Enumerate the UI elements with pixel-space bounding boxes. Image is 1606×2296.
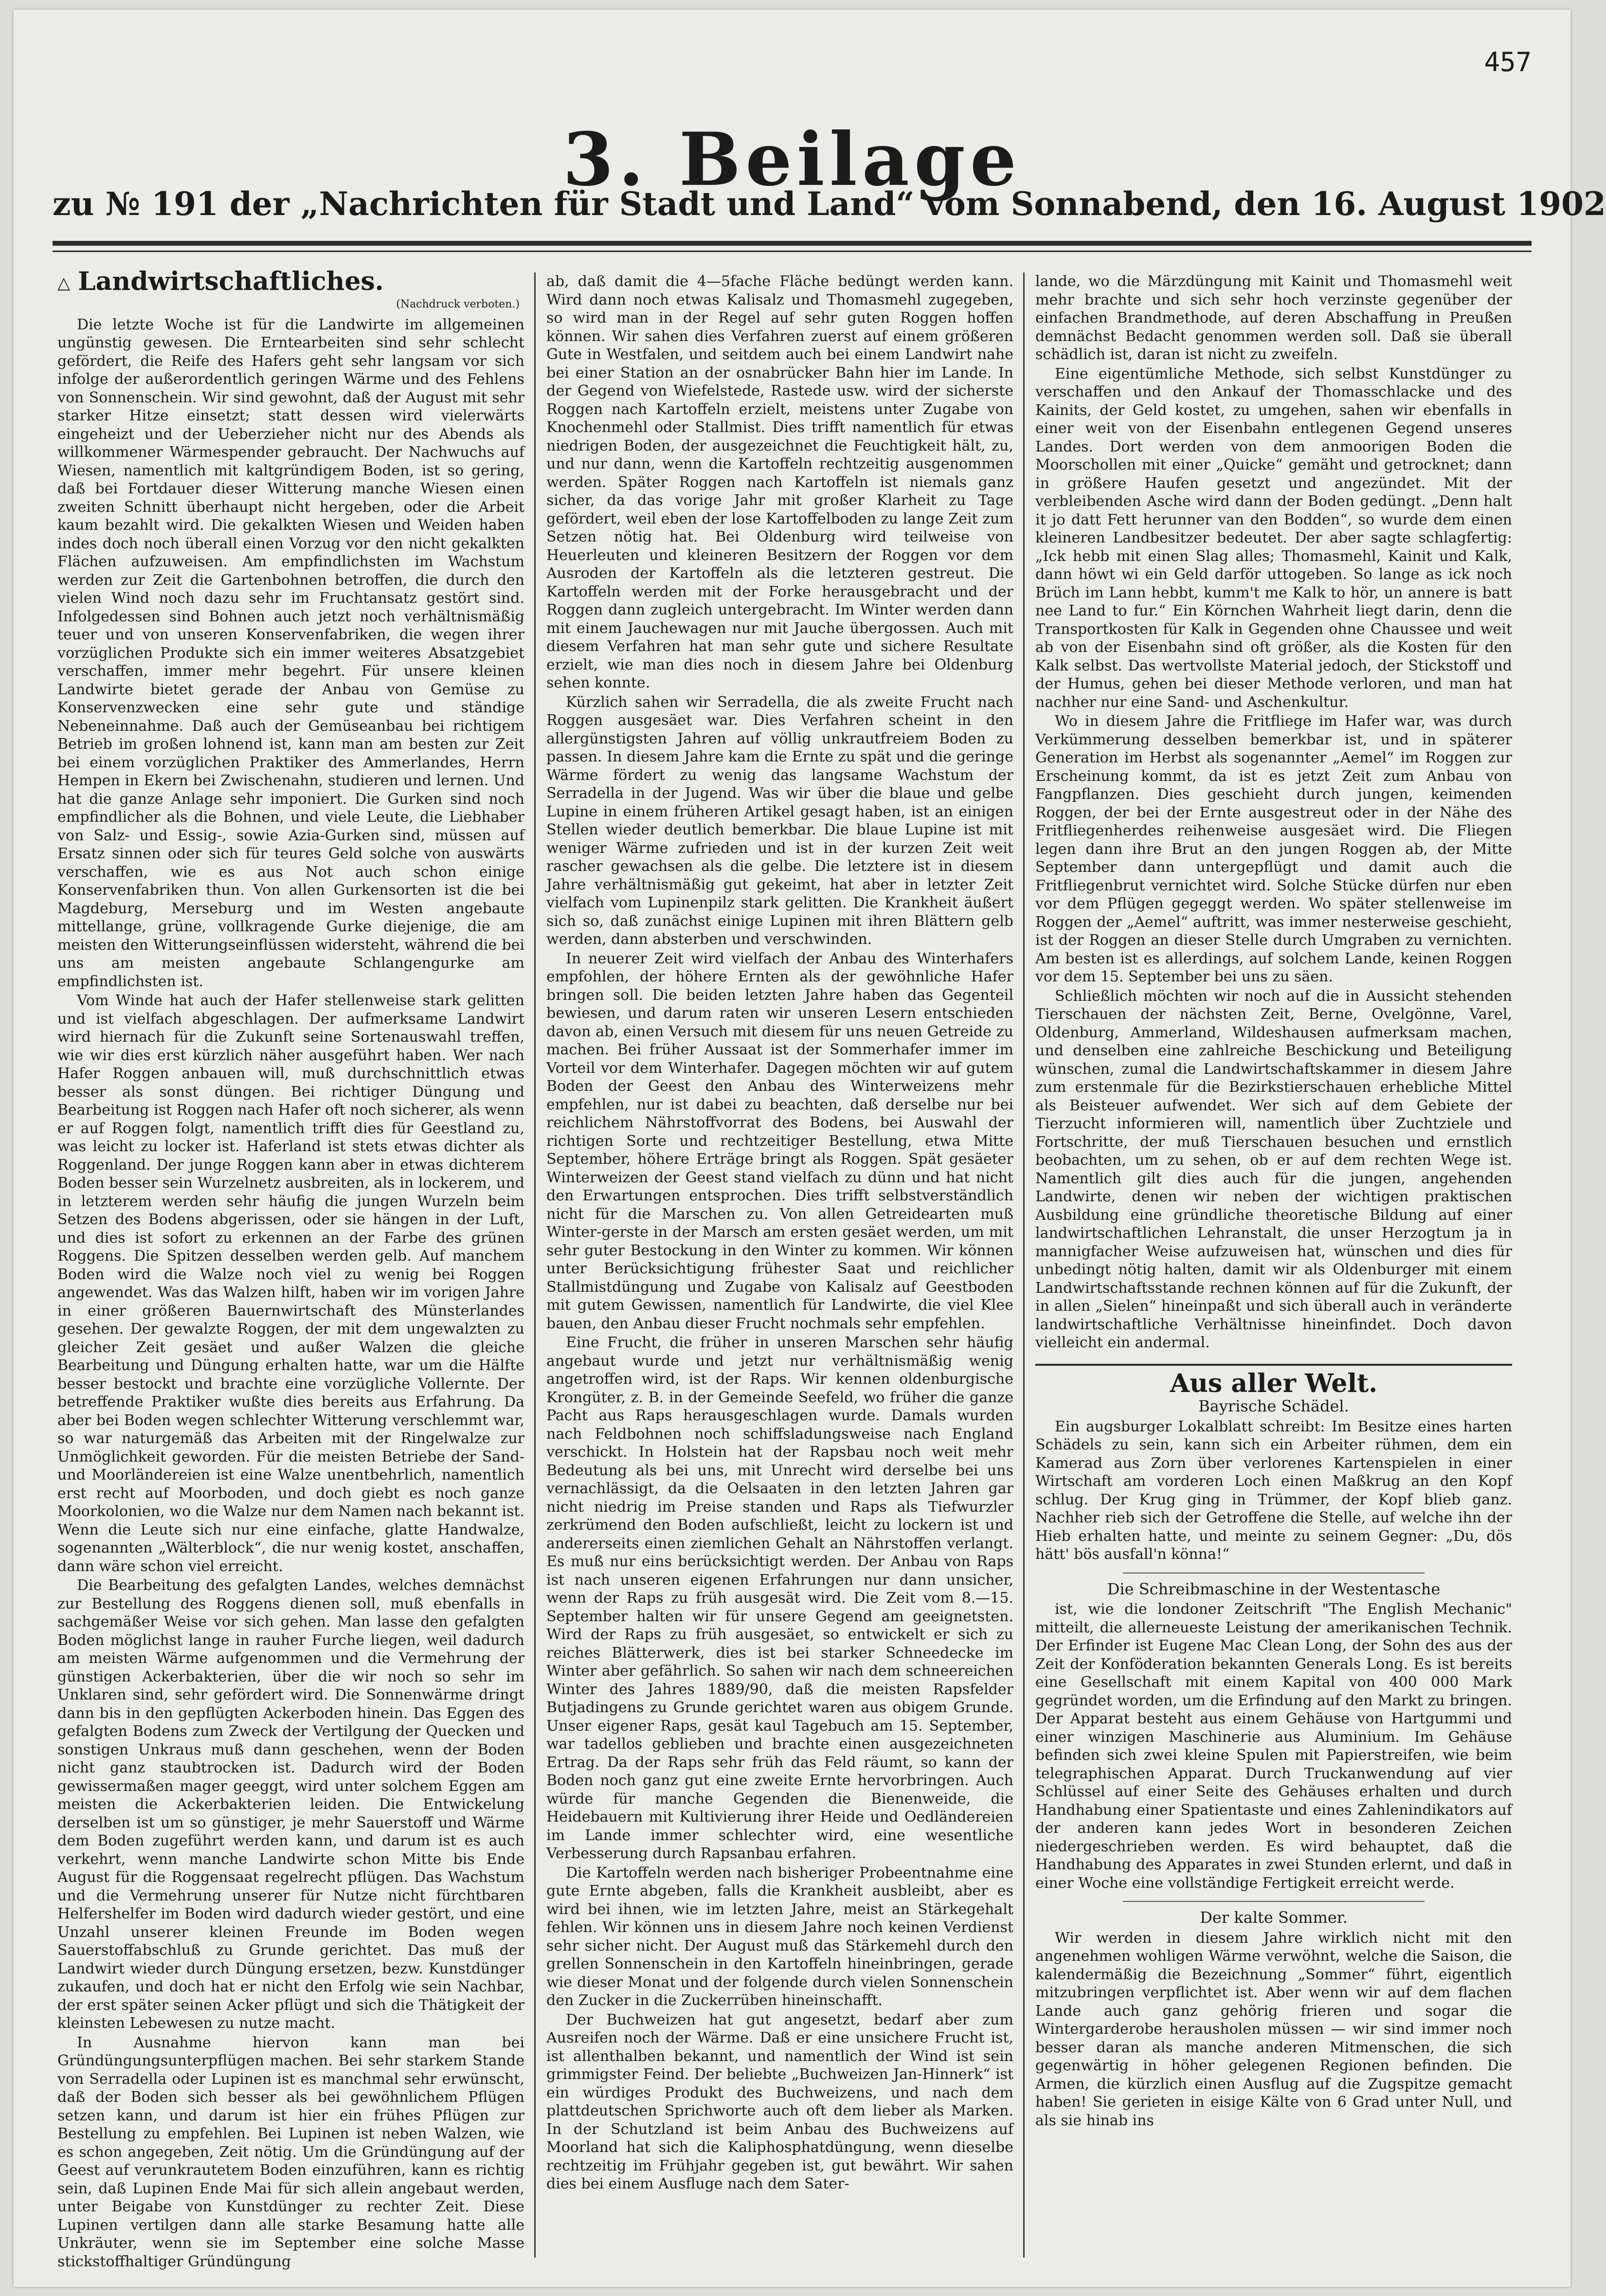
subheading-bayrische-schaedel: Bayrische Schädel. xyxy=(1198,1397,1349,1415)
article-paragraph: Wo in diesem Jahre die Fritfliege im Hafer war, was durch Verkümmerung desselben bemerkbar ist, und in späterer Generation im Herbst als sogenannter „Aemel“ im Roggen zur Erscheinung kommt, da ist es jetzt Zeit zum Anbau von Fangpflanzen. Dies geschieht durch jungen, keimenden Roggen, der bei der Ernte ausgestreut oder in der Nähe des Fritfliegenherdes reihenweise ausgesäet wird. Die Fliegen legen dann ihre Brut an den jungen Roggen ab, der Mitte September dann untergepflügt und damit auch die Fritfliegenbrut vernichtet wird. Solche Stücke dürfen nur eben vor dem Pflügen gegeggt werden. Wo später stellenweise im Roggen der „Aemel“ auftritt, was immer nesterweise geschieht, ist der Roggen an dieser Stelle durch Umgraben zu vernichten. Am besten ist es allerdings, auf solchem Lande, keinen Roggen vor dem 15. September bei uns zu säen. xyxy=(1035,713,1512,985)
article-paragraph: ist, wie die londoner Zeitschrift "The English Mechanic" mitteilt, die allerneueste Leistung der amerikanischen Technik. Der Erfinder ist Eugene Mac Clean Long, der Sohn des aus der Zeit der Konföderation bekannten Generals Long. Es ist bereits eine Gesellschaft mit einem Kapital von 400 000 Mark gegründet worden, um die Erfindung auf den Markt zu bringen. Der Apparat besteht aus einem Gehäuse von Hartgummi und einer winzigen Maschinerie aus Aluminium. Im Gehäuse befinden sich zwei kleine Spulen mit Papierstreifen, wie beim telegraphischen Apparat. Durch Truckanwendung auf vier Schlüssel auf einer Seite des Gehäuses erhalten und durch Handhabung einer Spatientaste und eines Zahlenindikators auf der anderen kann jedes Wort in besonderen Zeichen niedergeschrieben werden. Es wird behauptet, daß die Handhabung des Apparates in zwei Stunden erlernt, und daß in einer Woche eine vollständige Fertigkeit erreicht werde. xyxy=(1035,1601,1512,1892)
article-paragraph: In neuerer Zeit wird vielfach der Anbau des Winterhafers empfohlen, der höhere Ernten als der gewöhnliche Hafer bringen soll. Die beiden letzten Jahre haben das Gegenteil bewiesen, und darum raten wir unseren Lesern entschieden davon ab, einen Versuch mit diesem für uns neuen Getreide zu machen. Bei früher Aussaat ist der Sommerhafer immer im Vorteil vor dem Winterhafer. Dagegen möchten wir auf gutem Boden der Geest den Anbau des Winterweizens mehr empfehlen, nur ist dabei zu beachten, daß derselbe nur bei reichlichem Nährstoffvorrat des Bodens, bei Auswahl der richtigen Sorte und rechtzeitiger Bestellung, etwa Mitte September, höhere Erträge bringt als Roggen. Spät gesäeter Winterweizen der Geest stand vielfach zu dünn und hat nicht den Erwartungen entsprochen. Dies trifft selbstverständlich nicht für die Marschen zu. Von allen Getreidearten muß Winter-gerste in der Marsch am ersten gesäet werden, um mit sehr guter Bestockung in den Winter zu kommen. Wir können unter Berücksichtigung frühester Saat und reichlicher Stallmistdüngung und Zugabe von Kalisalz auf Geestboden mit gutem Gewissen, namentlich für Landwirte, die viel Klee bauen, den Anbau dieser Frucht nochmals sehr empfehlen. xyxy=(546,950,1013,1332)
column-1 xyxy=(57,267,524,2270)
article-paragraph: Eine Frucht, die früher in unseren Marschen sehr häufig angebaut wurde und jetzt nur verhältnismäßig wenig angetroffen wird, ist der Raps. Wir kennen oldenburgische Krongüter, z. B. in der Gemeinde Seefeld, wo früher die ganze Pacht aus Raps herausgeschlagen wurde. Damals wurden nach Feldbohnen noch schiffsladungsweise nach England verschickt. In Holstein hat der Rapsbau noch weit mehr Bedeutung als bei uns, mit Unrecht wird derselbe bei uns vernachlässigt, da die Oelsaaten in den letzten Jahren gar nicht niedrig im Preise standen und Raps als Tiefwurzler zerkrümend den Boden aufschließt, leicht zu lockern ist und andererseits einen ziemlichen Gehalt an Nährstoffen verlangt. Es muß nur eins berücksichtigt werden. Der Anbau von Raps ist nach unseren eigenen Erfahrungen nur dann unsicher, wenn der Raps zu früh ausgesät wird. Die Zeit vom 8.—15. September halten wir für unsere Gegend am geeignetsten. Wird der Raps zu früh ausgesäet, so entwickelt er sich zu reiches Blätterwerk, dies ist bei starker Schneedecke im Winter aber gefährlich. So sahen wir nach dem schneereichen Winter des Jahres 1889/90, daß die meisten Rapsfelder Butjadingens zu Grunde gerichtet waren aus obigem Grunde. Unser eigener Raps, gesät kaul Tagebuch am 15. September, war tadellos geblieben und brachte einen ausgezeichneten Ertrag. Da der Raps sehr früh das Feld räumt, so kann der Boden noch ganz gut eine zweite Ernte hervorbringen. Auch würde für manche Gegenden die Bienenweide, die Heidebauern mit Kultivierung ihrer Heide und Oedländereien im Lande immer schlechter wird, eine wesentliche Verbesserung durch Rapsanbau erfahren. xyxy=(546,1334,1013,1862)
article-paragraph: In Ausnahme hiervon kann man bei Gründüngungsunterpflügen machen. Bei sehr starkem Stande von Serradella oder Lupinen ist es manchmal sehr erwünscht, daß der Boden sich besser als bei gewöhnlichem Pflügen setzen kann, und darum ist hier ein frühes Pflügen zur Bestellung zu empfehlen. Bei Lupinen ist neben Walzen, wie es schon angegeben, Zeit nötig. Um die Gründüngung auf der Geest auf verunkrautetem Boden einzuführen, kann es richtig sein, daß Lupinen Ende Mai für sich allein angebaut werden, unter Beigabe von Kunstdünger zu rechter Zeit. Diese Lupinen vertilgen dann alle starke Besamung hatte alle Unkräuter, wenn sie im September eine solche Masse stickstoffhaltiger Gründüngung xyxy=(57,2034,524,2270)
article-paragraph: Vom Winde hat auch der Hafer stellenweise stark gelitten und ist vielfach abgeschlagen. Der aufmerksame Landwirt wird hiernach für die Zukunft seine Sortenauswahl treffen, wie wir dies erst kürzlich näher ausgeführt haben. Wer nach Hafer Roggen anbauen will, muß durchschnittlich etwas besser als sonst düngen. Bei richtiger Düngung und Bearbeitung ist Roggen nach Hafer oft noch sicherer, als wenn er auf Roggen folgt, namentlich trifft dies für Geestland zu, was leicht zu locker ist. Haferland ist stets etwas dichter als Roggenland. Der junge Roggen kann aber in etwas dichterem Boden besser sein Wurzelnetz ausbreiten, als in lockerem, und in letzterem werden sehr häufig die jungen Wurzeln beim Setzen des Bodens abgerissen, oder sie hängen in der Luft, und dies ist sofort zu erkennen an der Farbe des grünen Roggens. Die Spitzen desselben werden gelb. Auf manchem Boden wird die Walze noch viel zu wenig bei Roggen angewendet. Was das Walzen hilft, haben wir im vorigen Jahre in einer größeren Bauernwirtschaft des Münsterlandes gesehen. Der gewalzte Roggen, der mit dem ungewalzten zu gleicher Zeit gesäet und außer Walzen die gleiche Bearbeitung und Düngung erhalten hatte, war um die Hälfte besser bestockt und brachte eine vorzügliche Vollernte. Der betreffende Praktiker wußte dies bereits aus Erfahrung. Da aber bei Boden wegen schlechter Witterung verschlemmt war, so war naturgemäß das Arbeiten mit der Ringelwalze zur Unmöglichkeit geworden. Für die meisten Betriebe der Sand- und Moorländereien ist eine Walze unentbehrlich, namentlich erst recht auf Moorboden, und doch giebt es noch ganze Moorkolonien, wo die Walze nur dem Namen nach bekannt ist. Wenn die Leute sich nur eine einfache, glatte Handwalze, sogenannten „Wälterblock“, die nur wenig kostet, anschaffen, dann wäre schon viel erreicht. xyxy=(57,992,524,1575)
header-rule-thin xyxy=(53,251,1532,252)
article-paragraph: Kürzlich sahen wir Serradella, die als zweite Frucht nach Roggen ausgesäet war. Dies Verfahren scheint in den allergünstigsten Jahren auf völlig unkrautfreiem Boden zu passen. In diesem Jahre kam die Ernte zu spät und die geringe Wärme fördert zu wenig das langsame Wachstum der Serradella in der Jugend. Was wir über die blaue und gelbe Lupine in einem früheren Artikel gesagt haben, ist an einigen Stellen wieder deutlich bemerkbar. Die blaue Lupine ist mit weniger Wärme zufrieden und ist in der kurzen Zeit weit rascher gewachsen als die gelbe. Die letztere ist in diesem Jahre verhältnismäßig gut gekeimt, hat aber in letzter Zeit vielfach vom Lupinenpilz stark gelitten. Die Krankheit äußert sich so, daß zunächst einige Lupinen mit ihren Blättern gelb werden, dann absterben und verschwinden. xyxy=(546,693,1013,948)
article-paragraph: Die Kartoffeln werden nach bisheriger Probeentnahme eine gute Ernte abgeben, falls die Krankheit ausbleibt, aber es wird bei ihnen, wie im letzten Jahre, meist an Stärkegehalt fehlen. Wir können uns in diesem Jahre noch keinen Verdienst sehr sicher nicht. Der August muß das Stärkemehl durch den grellen Sonnenschein in den Kartoffeln hineinbringen, gerade wie dieser Monat und der folgende durch vielen Sonnenschein den Zucker in die Zuckerrüben hineinschafft. xyxy=(546,1864,1013,2009)
heading-text: Landwirtschaftliches. xyxy=(78,267,384,296)
subheading-schreibmaschine: Die Schreibmaschine in der Westentasche xyxy=(1107,1579,1441,1598)
section-heading-aus-aller-welt: Aus aller Welt. xyxy=(1170,1368,1378,1398)
newspaper-page xyxy=(14,10,1606,2287)
triangle-icon: △ xyxy=(57,273,71,293)
article-paragraph: Ein augsburger Lokalblatt schreibt: Im Besitze eines harten Schädels zu sein, kann sich ein Arbeiter rühmen, dem ein Kamerad aus Zorn über verlorenes Kartenspielen in einer Wirtschaft am vorderen Loch einen Maßkrug an den Kopf schlug. Der Krug ging in Trümmer, der Kopf blieb ganz. Nachher rieb sich der Getroffene die Stelle, auf welche ihn der Hieb erhalten hatte, und meinte zu seinem Gegner: „Du, dös hätt' bös ausfall'n könna!“ xyxy=(1035,1418,1512,1563)
column-divider-2 xyxy=(1023,272,1025,2258)
article-paragraph: Schließlich möchten wir noch auf die in Aussicht stehenden Tierschauen der nächsten Zeit, Berne, Ovelgönne, Varel, Oldenburg, Ammerland, Wildeshausen aufmerksam machen, und denselben eine zahlreiche Beschickung und Beteiligung wünschen, zumal die Landwirtschaftskammer in diesem Jahre zum erstenmale für die Bezirkstierschauen erhebliche Mittel als Beisteuer aufwendet. Wer sich auf dem Gebiete der Tierzucht informieren will, namentlich über Zuchtziele und Fortschritte, der muß Tierschauen besuchen und ernstlich beobachten, um zu sehen, ob er auf dem rechten Wege ist. Namentlich gilt dies auch für die jungen, angehenden Landwirte, denen wir neben der wichtigen praktischen Ausbildung eine gründliche theoretische Bildung auf einer landwirtschaftlichen Lehranstalt, die unser Herzogtum ja in mannigfacher Weise aufzuweisen hat, wünschen und dies für unbedingt nötig halten, damit wir als Oldenburger mit einem Landwirtschaftsstande rechnen können auf für die Zukunft, der in allen „Sielen“ hineinpaßt und sich überall auch in veränderte landwirtschaftliche Verhältnisse hineinfindet. Doch davon vielleicht ein andermal. xyxy=(1035,987,1512,1351)
page-number: 457 xyxy=(1484,47,1532,77)
article-paragraph: ab, daß damit die 4—5fache Fläche bedüngt werden kann. Wird dann noch etwas Kalisalz und Thomasmehl zugegeben, so wird man in der Regel auf sehr guten Roggen hoffen können. Wir sahen dies Verfahren zuerst auf einem größeren Gute in Westfalen, und seitdem auch bei einem Landwirt nahe bei einer Station an der osnabrücker Bahn hier im Lande. In der Gegend von Wiefelstede, Rastede usw. wird der sicherste Roggen nach Kartoffeln erzielt, meistens unter Zugabe von Knochenmehl oder Stallmist. Dies trifft namentlich für etwas niedrigen Boden, der ausgezeichnet die Feuchtigkeit hält, zu, und nur dann, wenn die Kartoffeln rechtzeitig ausgenommen werden. Später Roggen nach Kartoffeln ist niemals ganz sicher, da das vorige Jahr mit großer Klarheit zu Tage gefördert, weil eben der lose Kartoffelboden zu lange Zeit zum Setzen nötig hat. Bei Oldenburg wird teilweise von Heuerleuten und kleineren Besitzern der Roggen vor dem Ausroden der Kartoffeln als die letzteren gestreut. Die Kartoffeln werden mit der Forke herausgebracht und der Roggen dann zugleich untergebracht. Im Winter werden dann mit einem Jauchewagen nur mit Jauche übergossen. Auch mit diesem Verfahren hat man sehr gute und sichere Resultate erzielt, wie man dies noch in diesem Jahre bei Oldenburg sehen konnte. xyxy=(546,273,1013,691)
header-rule-thick xyxy=(53,241,1532,246)
article-paragraph: lande, wo die Märzdüngung mit Kainit und Thomasmehl weit mehr brachte und sich sehr hoch verzinste gegenüber der einfachen Brandmethode, auf deren Abschaffung in Preußen demnächst Bedacht genommen werden soll. Daß sie überall schädlich ist, daran ist nicht zu zweifeln. xyxy=(1035,273,1512,363)
article-paragraph: Wir werden in diesem Jahre wirklich nicht mit den angenehmen wohligen Wärme verwöhnt, welche die Saison, die kalendermäßig die Bezeichnung „Sommer“ führt, eigentlich mitzubringen verpflichtet ist. Aber wenn wir auf dem flachen Lande auch ganz gehörig frieren und sogar die Wintergarderobe herausholen müssen — wir sind immer noch besser daran als manche anderen Mitmenschen, die sich gegenwärtig in höher gelegenen Regionen befinden. Die Armen, die kürzlich einen Ausflug auf die Zugspitze gemacht haben! Sie gerieten in eisige Kälte von 6 Grad unter Null, und als sie hinab ins xyxy=(1035,1929,1512,2129)
column-3 xyxy=(1035,272,1512,2258)
article-paragraph: Eine eigentümliche Methode, sich selbst Kunstdünger zu verschaffen und den Ankauf der Thomasschlacke und des Kainits, der Geld kostet, zu umgehen, sahen wir ebenfalls in einer weit von der Eisenbahn entlegenen Gegend unseres Landes. Dort werden von dem anmoorigen Boden die Moorschollen mit einer „Quicke“ gemäht und getrocknet; dann in größere Haufen gesetzt und angezündet. Mit der verbleibenden Asche wird dann der Boden gedüngt. „Denn halt it jo datt Fett herunner van den Bodden“, so wurde dem einen kleineren Landbesitzer bedeutet. Der aber sagte schlagfertig: „Ick hebb mit einen Slag alles; Thomasmehl, Kainit und Kalk, dann höwt wi ein Geld darför uttogeben. So lange as ick noch Brüch im Lann hebbt, kumm't me Kalk to hör, un annere is batt nee Land to fur.“ Ein Körnchen Wahrheit liegt darin, denn die Transportkosten für Kalk in Gegenden ohne Chaussee und weit ab von der Eisenbahn sind oft größer, als die Kosten für den Kalk selbst. Das wertvollste Material jedoch, der Stickstoff und der Humus, gehen bei dieser Methode verloren, und man hat nachher nur eine Sand- und Aschenkultur. xyxy=(1035,365,1512,711)
column-2 xyxy=(546,272,1013,2258)
section-heading-landwirtschaftliches xyxy=(57,267,524,296)
subheading-kalte-sommer: Der kalte Sommer. xyxy=(1200,1908,1348,1927)
masthead-line: zu № 191 der „Nachrichten für Stadt und Land“ vom Sonnabend, den 16. August 1902 xyxy=(53,185,1606,223)
column-divider-1 xyxy=(534,272,536,2258)
article-paragraph: Die Bearbeitung des gefalgten Landes, welches demnächst zur Bestellung des Roggens dienen soll, muß ebenfalls in sachgemäßer Weise vor sich gehen. Man lasse den gefalgten Boden möglichst lange in rauher Furche liegen, weil dadurch am meisten Wärme aufgenommen und die Vermehrung der günstigen Ackerbakterien, über die wir noch so sehr im Unklaren sind, sehr gefördert wird. Die Sonnenwärme dringt dann bis in den gepflügten Ackerboden hinein. Das Eggen des gefalgten Bodens zum Zweck der Vertilgung der Quecken und sonstigen Unkraus muß dann geschehen, wenn der Boden nicht ganz staubtrocken ist. Dadurch wird der Boden gewissermaßen mager geeggt, wird unter solchem Eggen am meisten die Ackerbakterien leiden. Die Entwickelung derselben ist um so günstiger, je mehr Sauerstoff und Wärme dem Boden zugeführt werden kann, und darum ist es auch verkehrt, wenn manche Landwirte schon Mitte bis Ende August für die Roggensaat regelrecht pflügen. Das Wachstum und die Vermehrung unserer für Nutze nicht fürchtbaren Helfershelfer im Boden wird dadurch wieder gestört, und eine Unzahl unserer kleinen Freunde im Boden wegen Sauerstoffabschluß zu Grunde gerichtet. Das muß der Landwirt wieder durch Düngung ersetzen, bezw. Kunstdünger zukaufen, und doch hat er nicht den Erfolg wie sein Nachbar, der erst später seinen Acker pflügt und sich die Thätigkeit der kleinsten Lebewesen zu nutze macht. xyxy=(57,1577,524,2032)
section-divider xyxy=(1035,1364,1512,1366)
article-paragraph: Der Buchweizen hat gut angesetzt, bedarf aber zum Ausreifen noch der Wärme. Daß er eine unsichere Frucht ist, ist allenthalben bekannt, und namentlich der Wind ist sein grimmigster Feind. Der beliebte „Buchweizen Jan-Hinnerk“ ist ein würdiges Produkt des Buchweizens, und nach dem plattdeutschen Sprichworte auch oft dem lieber als Marken. In der Schutzland ist beim Anbau des Buchweizens auf Moorland hat sich die Kaliphosphatdüngung, wenn dieselbe rechtzeitig im Frühjahr gegeben ist, gut bewährt. Wir sahen dies bei einem Ausfluge nach dem Sater- xyxy=(546,2011,1013,2192)
article-paragraph: Die letzte Woche ist für die Landwirte im allgemeinen ungünstig gewesen. Die Erntearbeiten sind sehr schlecht gefördert, die Reife des Hafers geht sehr langsam vor sich infolge der außerordentlich geringen Wärme und des Fehlens von Sonnenschein. Wir sind gewohnt, daß der August mit sehr starker Hitze einsetzt; statt dessen wird vielerwärts eingeheizt und der Ueberzieher nicht nur des Abends als willkommener Wärmespender gebraucht. Der Nachwuchs auf Wiesen, namentlich mit kaltgründigem Boden, ist so gering, daß bei Fortdauer dieser Witterung manche Wiesen einen zweiten Schnitt überhaupt nicht hergeben, oder die Arbeit kaum bezahlt wird. Die gekalkten Wiesen und Weiden haben indes doch noch überall einen Vorzug vor den nicht gekalkten Flächen aufzuweisen. Am empfindlichsten im Wachstum werden zur Zeit die Gartenbohnen betroffen, die durch den vielen Wind noch dazu sehr im Fruchtansatz gestört sind. Infolgedessen sind Bohnen auch jetzt noch verhältnismäßig teuer und von unseren Konservenfabriken, die wegen ihrer vorzüglichen Produkte sich ein immer weiteres Absatzgebiet verschaffen, immer mehr begehrt. Für unsere kleinen Landwirte bietet gerade der Anbau von Gemüse zu Konservenzwecken eine sehr gute und ständige Nebeneinnahme. Daß auch der Gemüseanbau bei richtigem Betrieb im großen lohnend ist, kann man am besten zur Zeit bei einem vorzüglichen Praktiker des Ammerlandes, Herrn Hempen in Ekern bei Zwischenahn, studieren und lernen. Und hat die ganze Anlage sehr imponiert. Die Gurken sind noch empfindlicher als die Bohnen, und viele Leute, die Liebhaber von Salz- und Essig-, sowie Azia-Gurken sind, müssen auf Ersatz sinnen oder sich für teures Geld solche von auswärts verschaffen, wie es aus Not auch schon einige Konservenfabriken thun. Von allen Gurkensorten ist die bei Magdeburg, Merseburg und im Westen angebaute mittellange, grüne, vollkragende Gurke diejenige, die am meisten den Witterungseinflüssen widersteht, während die bei uns am meisten angebaute Schlangengurke am empfindlichsten ist. xyxy=(57,316,524,990)
reprint-notice: (Nachdruck verboten.) xyxy=(396,298,520,311)
item-divider xyxy=(1123,1901,1425,1902)
supplement-title: 3. Beilage xyxy=(562,117,1022,202)
